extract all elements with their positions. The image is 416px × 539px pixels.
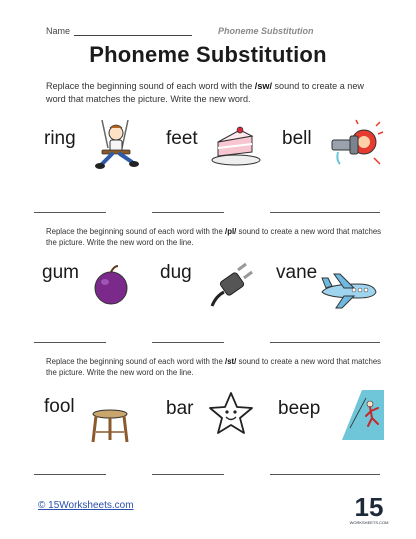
target-sound: /st/ [225,357,237,366]
instruction-text: sound to create a new word that matches the picture. Write the new word. [46,81,364,104]
logo-number: 15 [354,492,384,522]
instruction-text: sound to create a new word that matches the picture. Write the new word on the line. [46,357,382,377]
answer-line[interactable] [270,212,380,213]
star-icon [208,390,254,436]
name-line [74,35,192,36]
name-label: Name [46,26,71,36]
header [46,24,386,38]
word-bar: bar [166,398,194,419]
answer-line[interactable] [34,474,106,475]
word-feet: feet [166,128,198,149]
answer-line[interactable] [152,342,224,343]
swing-icon [88,118,144,172]
answer-line[interactable] [34,342,106,343]
answer-line[interactable] [270,474,380,475]
cake-slice-icon [210,126,262,166]
target-sound: /pl/ [225,227,237,236]
instruction-text: Replace the beginning sound of each word with the [46,81,255,91]
answer-line[interactable] [152,212,224,213]
answer-line[interactable] [34,212,106,213]
word-ring: ring [44,128,76,149]
word-fool: fool [44,396,75,417]
instruction-2 [46,226,382,248]
word-dug: dug [160,262,192,283]
pipe-leak-icon [328,120,384,168]
stool-icon [90,408,130,444]
plug-icon [206,262,256,310]
instruction-text: Replace the beginning sound of each word with the [46,227,226,236]
word-gum: gum [42,262,79,283]
header-title: Phoneme Substitution [218,26,314,36]
instruction-text: sound to create a new word that matches the picture. Write the new word on the line. [46,227,382,247]
answer-line[interactable] [270,342,380,343]
word-beep: beep [278,398,321,419]
steep-cliff-icon [342,390,384,440]
word-vane: vane [276,262,318,283]
airplane-icon [318,270,380,310]
instruction-1 [46,80,376,106]
15worksheets-logo [349,490,389,526]
instruction-3 [46,356,382,378]
answer-line[interactable] [152,474,224,475]
instruction-text: Replace the beginning sound of each word with the [46,357,226,366]
copyright-link[interactable]: © 15Worksheets.com [38,500,134,511]
word-bell: bell [282,128,312,149]
page-title: Phoneme Substitution [89,42,327,67]
logo-text: WORKSHEETS.COM [349,520,389,525]
target-sound: /sw/ [254,81,272,91]
plum-icon [92,264,130,306]
